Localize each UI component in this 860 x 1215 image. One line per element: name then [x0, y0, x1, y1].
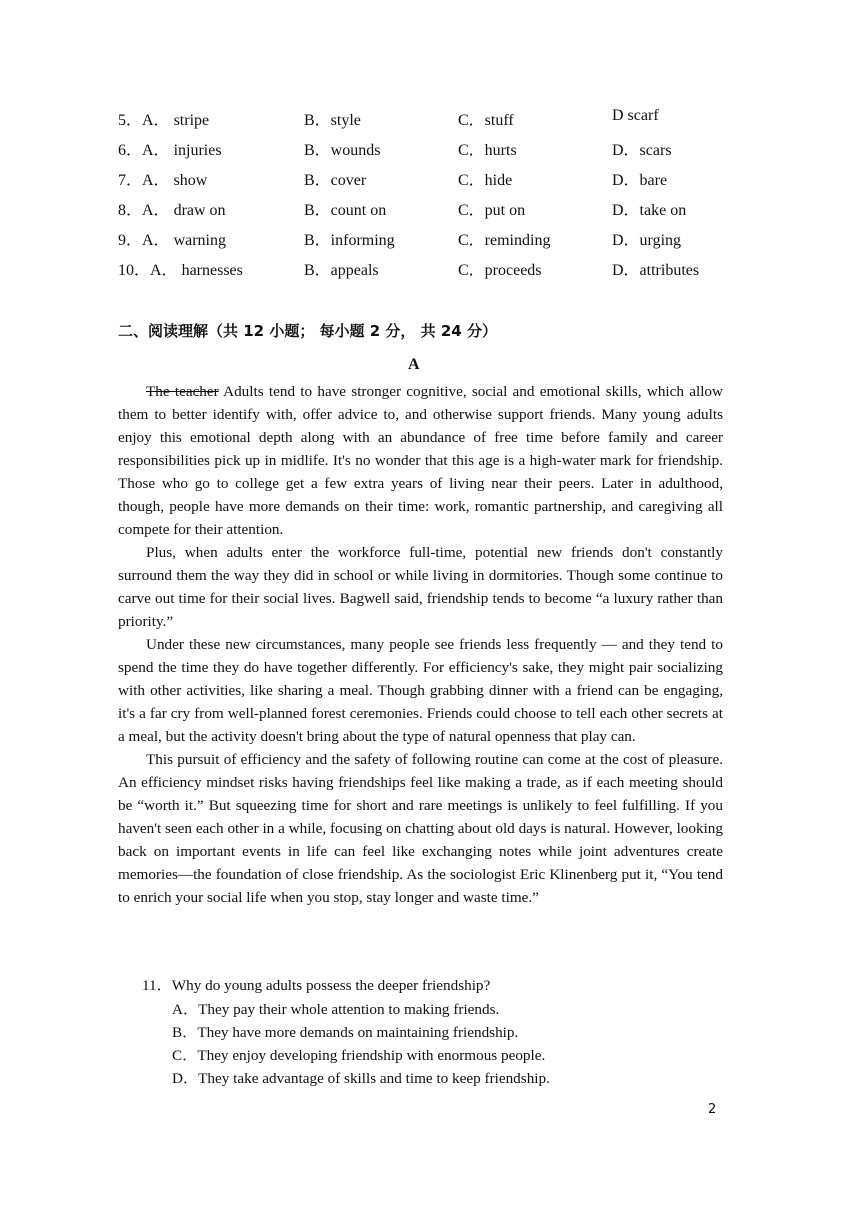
option-c: C．put on [458, 202, 526, 219]
option-c: C．reminding [458, 232, 551, 249]
page-number: 2 [708, 1102, 717, 1117]
option-a: 5．A． stripe [118, 112, 210, 129]
option-c: C．proceeds [458, 262, 542, 279]
choice-a: A．They pay their whole attention to making friends. [172, 1001, 500, 1018]
option-c: C．stuff [458, 112, 514, 129]
option-a: 10．A． harnesses [118, 262, 243, 279]
paragraph-2: Plus, when adults enter the workforce full-time, potential new friends don't constantly surround them the way they did in school or while living in dormitories. Though some continue to carve out time for their social lives. Bagwell said, friendship tends to become “a luxury rather than priority.” [118, 544, 723, 630]
question-11 [142, 974, 742, 1090]
option-d: D．scars [612, 142, 672, 159]
question-stem: 11．Why do young adults possess the deeper friendship? [142, 977, 491, 994]
option-d: D scarf [612, 107, 659, 124]
option-c: C．hide [458, 172, 513, 189]
option-d: D．attributes [612, 262, 700, 279]
option-b: B．style [304, 112, 361, 129]
passage-text [118, 380, 723, 909]
option-d: D．urging [612, 232, 682, 249]
option-row-5 [118, 107, 738, 135]
struck-text: The teacher [146, 383, 219, 400]
option-b: B．informing [304, 232, 395, 249]
choice-d: D．They take advantage of skills and time to keep friendship. [172, 1070, 550, 1087]
option-row-6 [118, 137, 738, 165]
option-row-8 [118, 197, 738, 225]
paragraph-1: The teacher Adults tend to have stronger cognitive, social and emotional skills, which allow them to better identify with, offer advice to, and otherwise support friends. Many young adults enjoy this emotional depth along with an abundance of free time before family and career responsibilities pick up in midlife. It's no wonder that this age is a high-water mark for friendship. Those who go to college get a few extra years of living near their peers. Later in adulthood, though, people have more demands on their time: work, romantic partnership, and caregiving all compete for their attention. [118, 383, 723, 538]
choice-b: B．They have more demands on maintaining friendship. [172, 1024, 519, 1041]
option-b: B．appeals [304, 262, 379, 279]
option-b: B．count on [304, 202, 387, 219]
option-b: B．cover [304, 172, 367, 189]
option-d: D．take on [612, 202, 687, 219]
option-b: B．wounds [304, 142, 381, 159]
option-a: 7．A． show [118, 172, 208, 189]
paragraph-3: Under these new circumstances, many people see friends less frequently — and they tend to spend the time they do have together differently. For efficiency's sake, they might pair socializing with other activities, like sharing a meal. Though grabbing dinner with a friend can be engaging, it's a far cry from well-planned forest ceremonies. Friends could choose to tell each other secrets at a meal, but the activity doesn't bring about the type of natural openness that play can. [118, 636, 723, 745]
option-a: 6．A． injuries [118, 142, 222, 159]
option-d: D．bare [612, 172, 668, 189]
passage-label: A [408, 356, 420, 373]
option-a: 9．A． warning [118, 232, 226, 249]
option-c: C．hurts [458, 142, 517, 159]
option-row-10 [118, 257, 738, 285]
option-row-7 [118, 167, 738, 195]
section-title: 二、阅读理解（共 12 小题； 每小题 2 分， 共 24 分） [118, 322, 497, 340]
option-row-9 [118, 227, 738, 255]
paragraph-4: This pursuit of efficiency and the safety of following routine can come at the cost of pleasure. An efficiency mindset risks having friendships feel like making a trade, as if each meeting should be “worth it.” But squeezing time for short and rare meetings is unlikely to feel fulfilling. If you haven't seen each other in a while, focusing on chatting about old days is natural. However, looking back on important events in life can feel like exchanging notes while joint adventures create memories—the foundation of close friendship. As the sociologist Eric Klinenberg put it, “You tend to enrich your social life when you stop, stay longer and waste time.” [118, 751, 723, 906]
choice-c: C．They enjoy developing friendship with enormous people. [172, 1047, 546, 1064]
option-a: 8．A． draw on [118, 202, 226, 219]
